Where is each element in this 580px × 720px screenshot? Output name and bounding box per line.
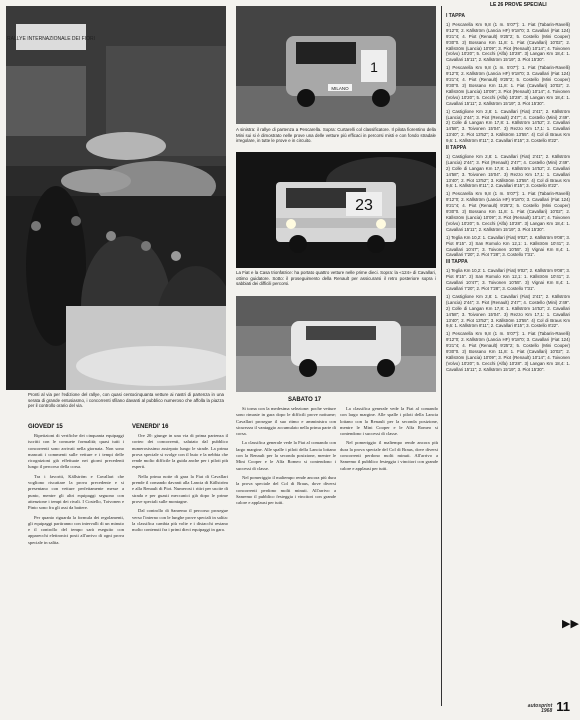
col3-paragraph-1: Si torna con la medesima selezione: poche vetture sono rimaste in gara dopo le difficili prove notturne; Cavallari prosegue il suo ritmo e amministra con sicurezza il vantaggio accumulato nella prima parte di corsa. — [236, 406, 336, 437]
magazine-logo — [528, 704, 552, 714]
article-column-2 — [132, 433, 228, 709]
stage-section-title: I TAPPA — [446, 13, 465, 19]
col3-paragraph-3: Nel pomeriggio il maltempo rende ancora più dura la prova speciale del Col di Braus, dove diversi concorrenti perdono molti minuti. All'arrivo a Sanremo il pubblico festeggia i vincitori con grande calore e applausi per tutti. — [236, 474, 336, 506]
page-footer — [528, 699, 570, 714]
col1-paragraph-1: Ripetizioni di verifiche dei cinquanta equipaggi iscritti con le consuete formalità; quasi tutti i concorrenti sono arrivati nella giornata. Non sono mancati i commenti sulle vetture e i tempi delle ricognizioni già effettuate nei giorni precedenti lungo il percorso della corsa. — [28, 433, 124, 470]
sidebar-header: LE 26 PROVE SPECIALI — [490, 2, 547, 8]
stage-section-text: 1) Teglia Km 10,2: 1. Cavallari (Fiat) 9'02"; 2. Källström 9'08"; 3. Piot 9'15". 2) San Romolo Km 12,1: 1. Källström 10'41"; 2. Cavallari 10'47"; 3. Toivonen 10'55". 3) Vignai Km 8,4: 1. Cavallari 7'20"; 2. Piot 7'28"; 3. Costello 7'31". — [446, 234, 570, 258]
stage-section-text: 1) Pescarella Km 9,8 (1 m. 5'07"): 1. Fiat (Tabarin-Ravelli) 9'12"0; 2. Källström (Lancia HF) 9'18"0; 3. Cavallari (Fiat 124) 9'21"4; 4. Piot (Renault) 9'25"2; 5. Costello (Mini Cooper) 9'30"0. 2) Bossano Km 11,8: 1. Fiat (Cavallari) 10'02"; 2. Källström (Lancia) 10'09"; 3. Piot (Renault) 10'14"; 4. Toivonen (Volvo) 10'20"; 5. Cecchi (Alfa) 10'28". 3) Langan Km 18,4: 1. Cavallari 15'11"; 2. Källström 15'19"; 3. Piot 15'30". — [446, 21, 570, 63]
photo-rally-start-crowd — [6, 6, 226, 390]
stage-section-title: II TAPPA — [446, 145, 467, 152]
heading-thursday: GIOVEDI' 15 — [28, 424, 63, 430]
col3-paragraph-2: La classifica generale vede la Fiat al comando con largo margine. Alle spalle i piloti della Lancia lottano con la Renault per la seconda posizione, mentre le Mini Cooper e le Alfa Romeo si contendono i successi di classe. — [236, 440, 336, 471]
stage-section-text: 1) Teglia Km 10,2: 1. Cavallari (Fiat) 9'02"; 2. Källström 9'08"; 3. Piot 9'15". 2) San Romolo Km 12,1: 1. Källström 10'41"; 2. Cavallari 10'47"; 3. Toivonen 10'55". 3) Vignai Km 8,4: 1. Cavallari 7'20"; 2. Piot 7'28"; 3. Costello 7'31". — [446, 268, 570, 291]
fiat-car-number: 23 — [355, 197, 373, 214]
col2-paragraph-2: Nella prima notte di gara la Fiat di Cavallari prende il comando davanti alla Lancia di Källström e alla Renault di Piot. Numerosi i ritiri per uscite di strada e per guasti meccanici già dopo le prime prove speciali sulle montagne. — [132, 473, 228, 504]
col2-paragraph-1: Ore 20: giunge in una via di prima partenza il corteo dei concorrenti, salutato dal pubblico numerosissimo assiepato lungo le strade. La prima prova speciale si svolge con il buio e la nebbia che rende molto difficile la guida anche per i piloti più esperti. — [132, 433, 228, 470]
stage-results-sidebar — [446, 12, 570, 680]
col4-paragraph-2: Nel pomeriggio il maltempo rende ancora più dura la prova speciale del Col di Braus, dove diversi concorrenti perdono molti minuti. All'arrivo a Sanremo il pubblico festeggia i vincitori con grande calore e applausi per tutti. — [340, 440, 438, 471]
caption-photo-fiat: La Fiat e la Casa trionfatrice: ha portato quattro vetture nelle prime dieci. Sopra: la «124» di Cavallari, ottimo guidatore. Sotto: il proseguimento della Renault per assicurarsi il retro posteriore sopra i sabbiati dei difficili percorsi. — [236, 270, 436, 287]
stage-section-text: 1) Pescarella Km 9,8 (1 m. 5'07"): 1. Fiat (Tabarin-Ravelli) 9'12"0; 2. Källström (Lancia HF) 9'18"0; 3. Cavallari (Fiat 124) 9'21"4; 4. Piot (Renault) 9'25"2; 5. Costello (Mini Cooper) 9'30"0. 2) Bossano Km 11,8: 1. Fiat (Cavallari) 10'02"; 2. Källström (Lancia) 10'09"; 3. Piot (Renault) 10'14"; 4. Toivonen (Volvo) 10'20"; 5. Cecchi (Alfa) 10'28". 3) Langan Km 18,4: 1. Cavallari 15'11"; 2. Källström 15'19"; 3. Piot 15'30". — [446, 331, 570, 372]
page-number: 11 — [556, 699, 570, 714]
mini-car-number: 1 — [370, 59, 378, 75]
banner-text: RALLYE INTERNAZIONALE DEI FIORI — [7, 36, 95, 42]
photo-renault — [236, 296, 436, 392]
heading-friday: VENERDI' 16 — [132, 424, 169, 430]
col1-paragraph-3: Per quanto riguarda la formula dei regolamenti, gli equipaggi partiranno con intervalli di un minuto e il controllo del tempo sarà eseguito con apparecchi elettronici posti all'arrivo di ogni prova speciale in salita. — [28, 514, 124, 545]
article-column-3 — [236, 406, 336, 710]
magazine-name: autosprint — [527, 703, 553, 709]
col4-paragraph-1: La classifica generale vede la Fiat al comando con largo margine. Alle spalle i piloti della Lancia lottano con la Renault per la seconda posizione, mentre le Mini Cooper e le Alfa Romeo si contendono i successi di classe. — [340, 406, 438, 437]
caption-start: Pronti al via per l'edizione del rallye, con quasi centocinquanta vetture ai nastri di partenza in una serata di grande entusiasmo, i concorrenti sfilano davanti al pubblico numeroso che affolla la piazza per il controllo orario del via. — [28, 392, 224, 409]
column-divider — [441, 6, 442, 706]
caption-photo-mini: A sinistra: il rallye di partenza a Pescarella. Sopra: Curtarelli col classificatore. Il pilota fiorentino della Mini sui si è dimostrato nelle prove una delle vetture più efficaci in percorsi misti e con fondo stradale irregolare, in tutte le prove e in circuito. — [236, 127, 436, 144]
stage-section-text: 1) Castiglione Km 2,8: 1. Cavallari (Fiat) 2'41"; 2. Källström (Lancia) 2'44"; 3. Piot (Renault) 2'47"; 4. Costello (Mini) 2'49". 2) Colle di Langan Km 17,8: 1. Källström 14'52"; 2. Cavallari 14'58"; 3. Toivonen 15'04". 3) Rezzo Km 17,1: 1. Cavallari 13'40"; 2. Piot 13'52"; 3. Källström 13'55". 4) Col di Braus Km 9,6: 1. Källström 8'11"; 2. Cavallari 8'15"; 3. Costello 8'22". — [446, 153, 570, 189]
heading-saturday: SABATO 17 — [288, 397, 322, 403]
stage-section-text: 1) Pescarella Km 9,8 (1 m. 5'07"): 1. Fiat (Tabarin-Ravelli) 9'12"0; 2. Källström (Lancia HF) 9'18"0; 3. Cavallari (Fiat 124) 9'21"4; 4. Piot (Renault) 9'25"2; 5. Costello (Mini Cooper) 9'30"0. 2) Bossano Km 11,8: 1. Fiat (Cavallari) 10'02"; 2. Källström (Lancia) 10'09"; 3. Piot (Renault) 10'14"; 4. Toivonen (Volvo) 10'20"; 5. Cecchi (Alfa) 10'28". 3) Langan Km 18,4: 1. Cavallari 15'11"; 2. Källström 15'19"; 3. Piot 15'30". — [446, 65, 570, 106]
continue-arrow-icon: ▶▶ — [562, 617, 579, 630]
magazine-year: 1968 — [541, 708, 553, 714]
stage-section-title: III TAPPA — [446, 259, 468, 266]
article-column-4 — [340, 406, 438, 710]
stage-section-text: 1) Pescarella Km 9,8 (1 m. 5'07"): 1. Fiat (Tabarin-Ravelli) 9'12"0; 2. Källström (Lancia HF) 9'18"0; 3. Cavallari (Fiat 124) 9'21"4; 4. Piot (Renault) 9'25"2; 5. Costello (Mini Cooper) 9'30"0. 2) Bossano Km 11,8: 1. Fiat (Cavallari) 10'02"; 2. Källström (Lancia) 10'09"; 3. Piot (Renault) 10'14"; 4. Toivonen (Volvo) 10'20"; 5. Cecchi (Alfa) 10'28". 3) Langan Km 18,4: 1. Cavallari 15'11"; 2. Källström 15'19"; 3. Piot 15'30". — [446, 191, 570, 232]
col2-paragraph-3: Dal controllo di Sanremo il percorso prosegue verso l'interno con le lunghe prove speciali in salita: la classifica cambia più volte e i distacchi restano molto contenuti fra i primi dieci equipaggi in gara. — [132, 508, 228, 533]
col1-paragraph-2: Tra i favoriti, Källström e Cavallari che vogliono riscattare la prova precedente e si presentano con vetture perfettamente messe a punto, mentre gli altri equipaggi seguono con attenzione i tempi dei rivali. I Costello, Toivonen e Pinto sono fra gli assi da battere. — [28, 473, 124, 511]
stage-section-text: 1) Castiglione Km 2,8: 1. Cavallari (Fiat) 2'41"; 2. Källström (Lancia) 2'44"; 3. Piot (Renault) 2'47"; 4. Costello (Mini) 2'49". 2) Colle di Langan Km 17,8: 1. Källström 14'52"; 2. Cavallari 14'58"; 3. Toivonen 15'04". 3) Rezzo Km 17,1: 1. Cavallari 13'40"; 2. Piot 13'52"; 3. Källström 13'55". 4) Col di Braus Km 9,6: 1. Källström 8'11"; 2. Cavallari 8'15"; 3. Costello 8'22". — [446, 108, 570, 144]
article-column-1 — [28, 433, 124, 709]
stage-section-text: 1) Castiglione Km 2,8: 1. Cavallari (Fiat) 2'41"; 2. Källström (Lancia) 2'44"; 3. Piot (Renault) 2'47"; 4. Costello (Mini) 2'49". 2) Colle di Langan Km 17,8: 1. Källström 14'52"; 2. Cavallari 14'58"; 3. Toivonen 15'04". 3) Rezzo Km 17,1: 1. Cavallari 13'40"; 2. Piot 13'52"; 3. Källström 13'55". 4) Col di Braus Km 9,6: 1. Källström 8'11"; 2. Cavallari 8'15"; 3. Costello 8'22". — [446, 293, 570, 329]
photo-mini-cooper — [236, 6, 436, 124]
photo-fiat-night — [236, 152, 436, 268]
mini-car-plate: MILANO — [331, 86, 349, 91]
